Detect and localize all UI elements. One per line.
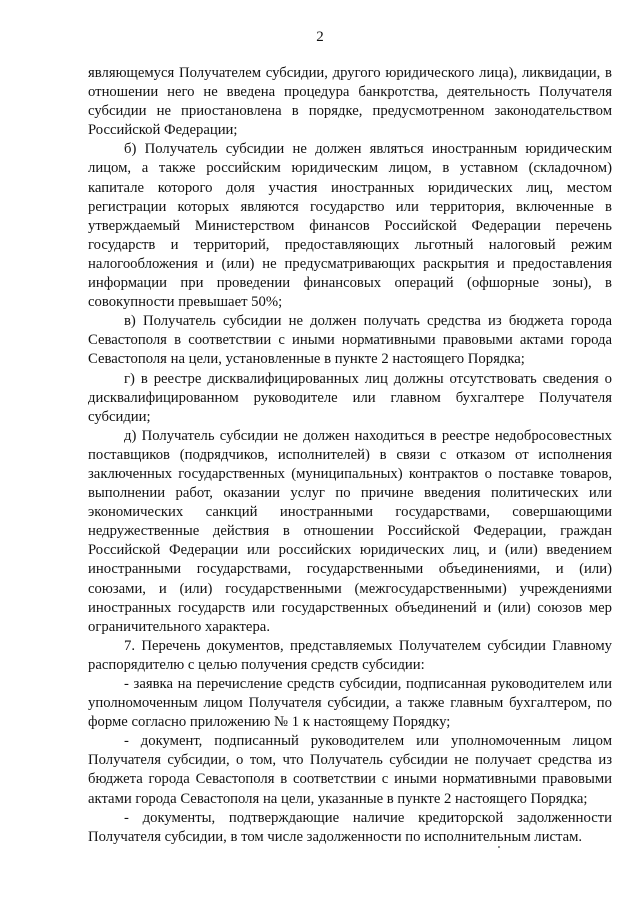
paragraph-item-v: в) Получатель субсидии не должен получать средства из бюджета города Севастополя в соответствии с иными нормативными правовыми актами города Севастополя на цели, установленные в пункте 2 настоящего Порядка; [88,313,612,368]
list-item-application: - заявка на перечисление средств субсидии, подписанная руководителем или уполномоченным лицом Получателя субсидии, а также главным бухгалтером, по форме согласно приложению № 1 к настоящему Порядку; [88,676,612,731]
paragraph-item-d: д) Получатель субсидии не должен находиться в реестре недобросовестных поставщиков (подрядчиков, исполнителей) в связи с отказом от исполнения заключенных государственных (муниципальных) контрактов о поставке товаров, выполнении работ, оказании услуг по причине введения политических или экономических санкций иностранными государствами, совершающими недружественные действия в отношении Российской Федерации, граждан Российской Федерации или российских юридических лиц, и (или) введением иностранными государствами, государственными объединениями, и (или) союзами, и (или) государственными (межгосударственными) учреждениями иностранных государств или государственных объединений и (или) союзов мер ограничительного характера. [88,427,612,635]
paragraph-continuation: являющемуся Получателем субсидии, другого юридического лица), ликвидации, в отношении него не введена процедура банкротства, деятельность Получателя субсидии не приостановлена в порядке, предусмотренном законодательством Российской Федерации; [88,65,612,139]
paragraph-section-7: 7. Перечень документов, представляемых Получателем субсидии Главному распорядителю с целью получения средств субсидии: [88,637,612,673]
list-item-signed-document: - документ, подписанный руководителем или уполномоченным лицом Получателя субсидии, о том, что Получатель субсидии не получает средства из бюджета города Севастополя в соответствии с иными нормативными правовыми актами города Севастополя на цели, указанные в пункте 2 настоящего Порядка; [88,733,612,807]
document-body [88,64,612,847]
paragraph-item-b: б) Получатель субсидии не должен являться иностранным юридическим лицом, а также российским юридическим лицом, в уставном (складочном) капитале которого доля участия иностранных юридических лиц, местом регистрации которых являются государство или территория, включенные в утверждаемый Министерством финансов Российской Федерации перечень государств и территорий, предоставляющих льготный налоговый режим налогообложения и (или) не предусматривающих раскрытия и предоставления информации при проведении финансовых операций (офшорные зоны), в совокупности превышает 50%; [88,141,612,311]
paragraph-item-g: г) в реестре дисквалифицированных лиц должны отсутствовать сведения о дисквалифицированном руководителе или главном бухгалтере Получателя субсидии; [88,370,612,425]
list-item-debt-documents: - документы, подтверждающие наличие кредиторской задолженности Получателя субсидии, в том числе задолженности по исполнительным листам. [88,809,612,845]
page-number: 2 [316,29,324,45]
scan-speck [498,846,500,848]
